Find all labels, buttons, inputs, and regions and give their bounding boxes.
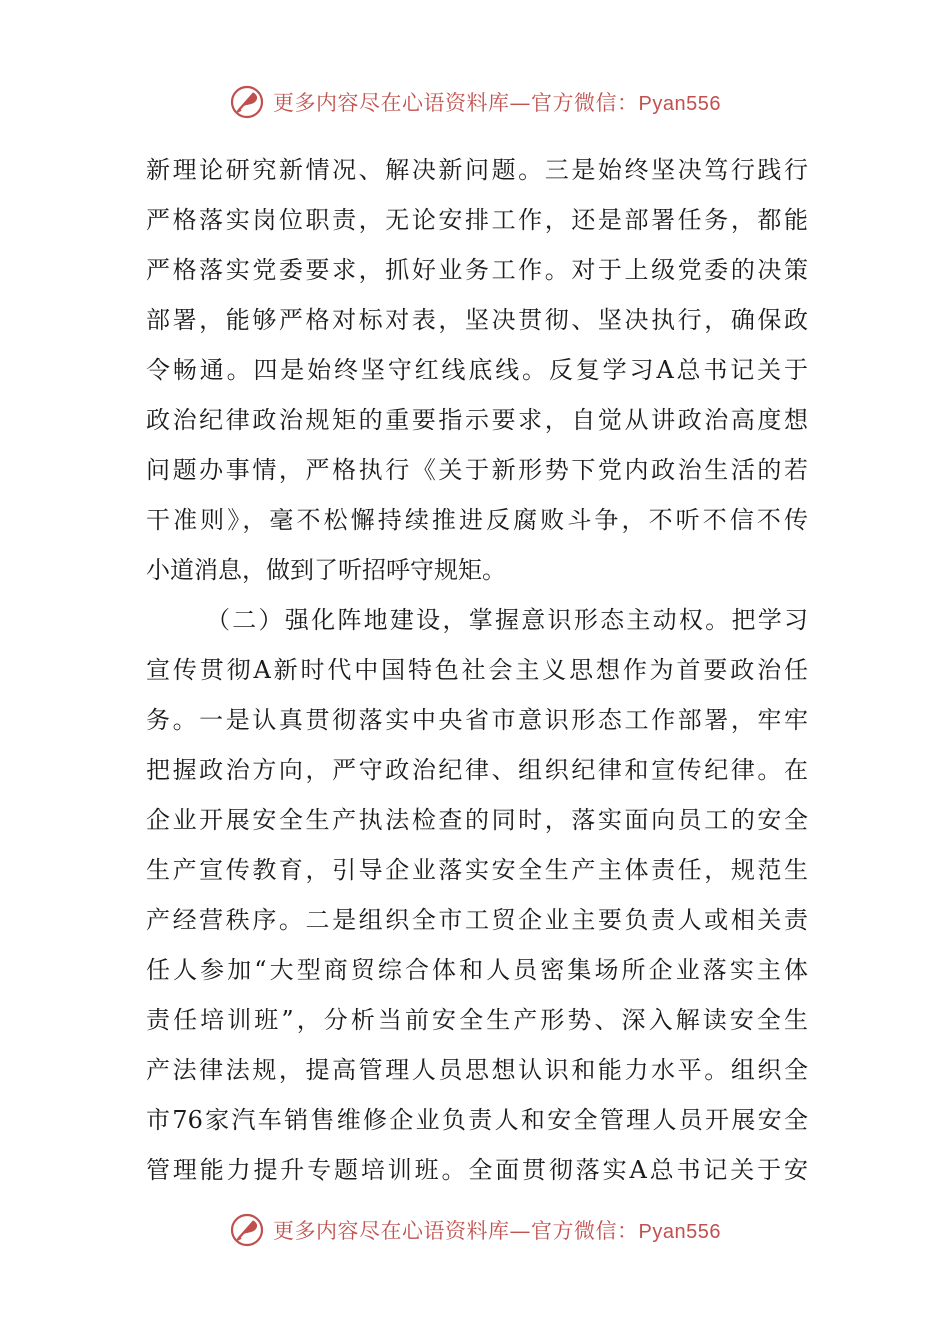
body-line: 小道消息，做到了听招呼守规矩。: [146, 556, 506, 584]
watermark-prefix: 更多内容尽在心语资料库—官方微信：: [273, 1219, 639, 1243]
body-line: 产法律法规，提高管理人员思想认识和能力水平。组织全: [146, 1056, 808, 1084]
body-line: 干准则》，毫不松懈持续推进反腐败斗争，不听不信不传: [146, 506, 808, 534]
quill-logo-icon: [229, 1212, 265, 1248]
body-line: 严格落实岗位职责，无论安排工作，还是部署任务，都能: [146, 206, 808, 234]
header-watermark: [0, 80, 950, 124]
body-line: 责任培训班”，分析当前安全生产形势、深入解读安全生: [146, 1006, 808, 1034]
body-line: 把握政治方向，严守政治纪律、组织纪律和宣传纪律。在: [146, 756, 808, 784]
body-line: 宣传贯彻A新时代中国特色社会主义思想作为首要政治任: [146, 656, 808, 684]
document-body: [146, 145, 808, 1195]
body-line: 令畅通。四是始终坚守红线底线。反复学习A总书记关于: [146, 356, 808, 384]
body-line: 管理能力提升专题培训班。全面贯彻落实A总书记关于安: [146, 1156, 808, 1184]
quill-logo-icon: [229, 84, 265, 120]
body-line: 生产宣传教育，引导企业落实安全生产主体责任，规范生: [146, 856, 808, 884]
body-line: 务。一是认真贯彻落实中央省市意识形态工作部署，牢牢: [146, 706, 808, 734]
watermark-wechat-id: Pyan556: [638, 1221, 721, 1243]
body-line: 新理论研究新情况、解决新问题。三是始终坚决笃行践行: [146, 156, 808, 184]
body-line: 产经营秩序。二是组织全市工贸企业主要负责人或相关责: [146, 906, 808, 934]
footer-watermark: [0, 1208, 950, 1252]
watermark-wechat-id: Pyan556: [638, 93, 721, 115]
body-line: 企业开展安全生产执法检查的同时，落实面向员工的安全: [146, 806, 808, 834]
body-line: 市76家汽车销售维修企业负责人和安全管理人员开展安全: [146, 1106, 808, 1134]
watermark-text: [273, 87, 721, 117]
body-line: 严格落实党委要求，抓好业务工作。对于上级党委的决策: [146, 256, 808, 284]
watermark-text: [273, 1215, 721, 1245]
body-line: 任人参加“大型商贸综合体和人员密集场所企业落实主体: [146, 956, 808, 984]
body-line: 政治纪律政治规矩的重要指示要求，自觉从讲政治高度想: [146, 406, 808, 434]
section-heading-line: （二）强化阵地建设，掌握意识形态主动权。把学习: [206, 606, 808, 634]
body-line: 部署，能够严格对标对表，坚决贯彻、坚决执行，确保政: [146, 306, 808, 334]
watermark-prefix: 更多内容尽在心语资料库—官方微信：: [273, 91, 639, 115]
body-line: 问题办事情，严格执行《关于新形势下党内政治生活的若: [146, 456, 808, 484]
